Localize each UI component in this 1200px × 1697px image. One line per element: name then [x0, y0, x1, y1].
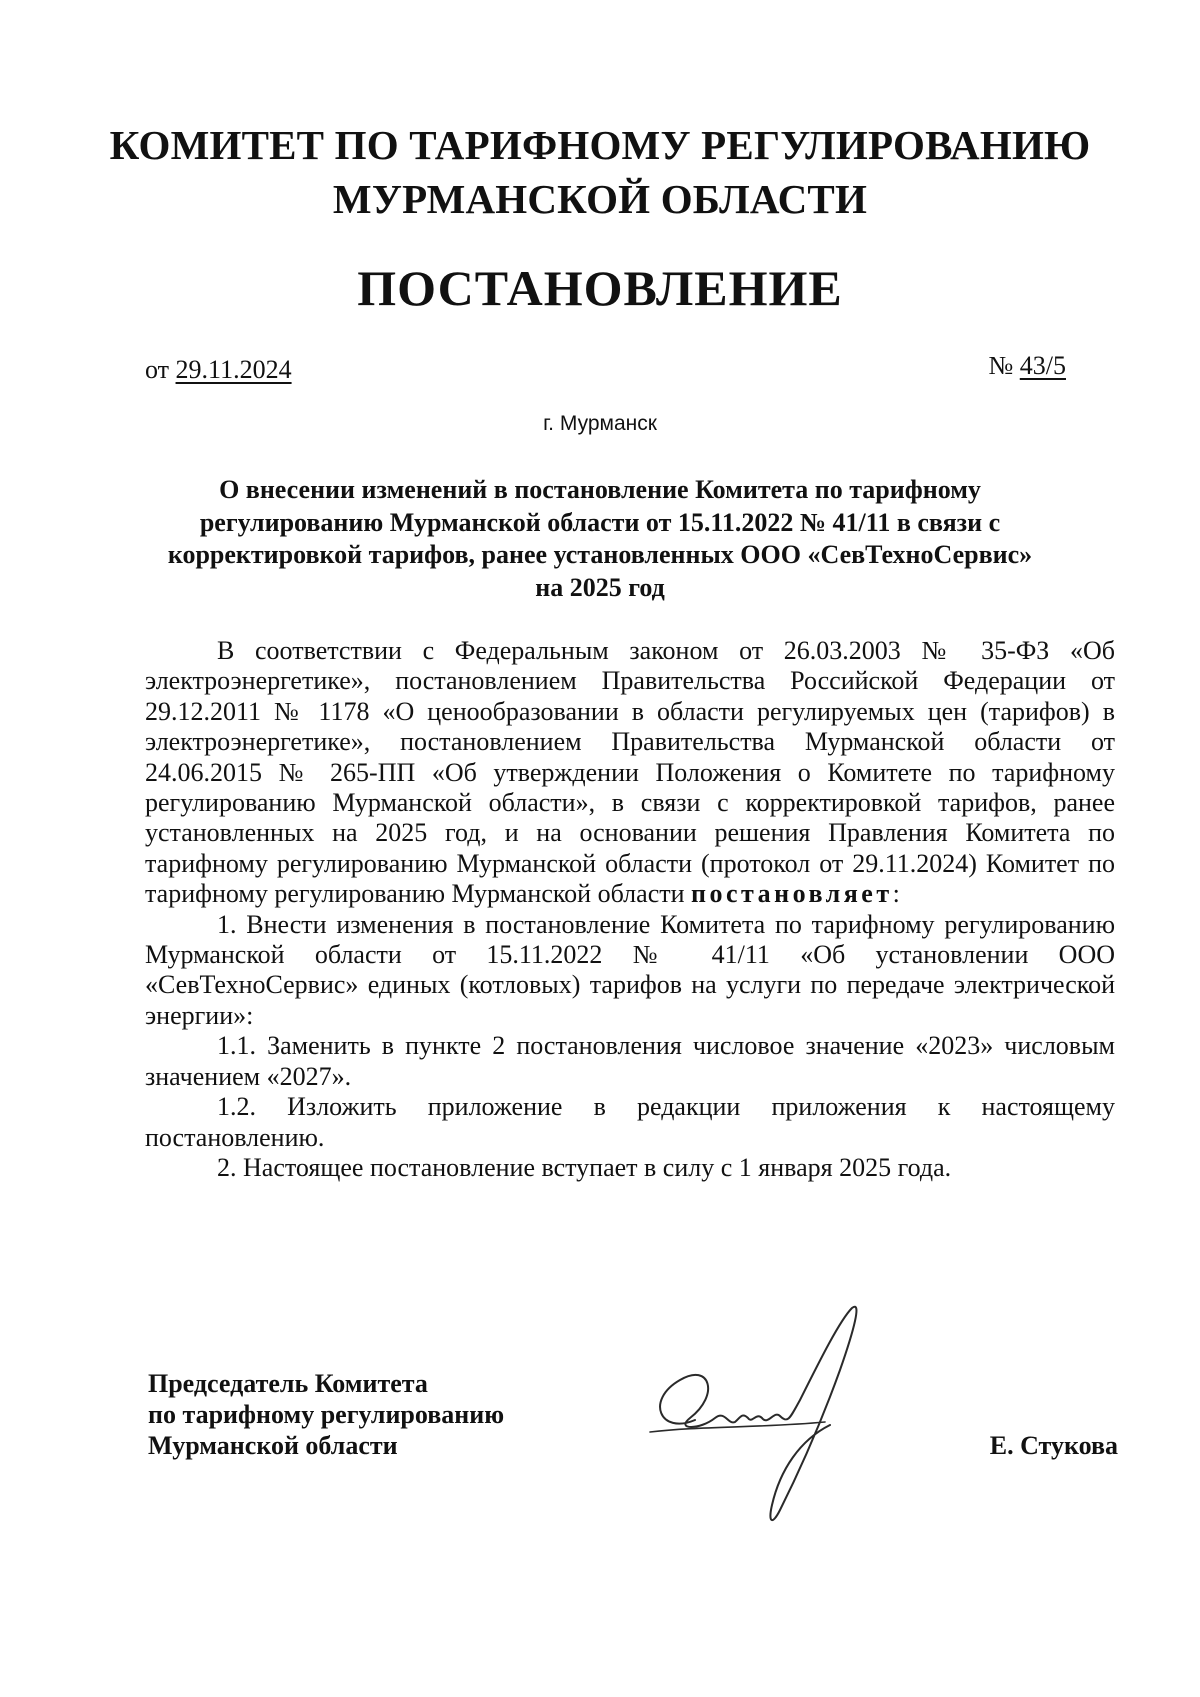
preamble-text: В соответствии с Федеральным законом от 26.03.2003 № 35-ФЗ «Об электроэнергетике», постановлением Правительства Российской Федерации от 29.12.2011 № 1178 «О ценообразовании в области регулируемых цен (тарифов) в электроэнергетике», постановлением Правительства Мурманской области от 24.06.2015 № 265-ПП «Об утверждении Положения о Комитете по тарифному регулированию Мурманской области», в связи с корректировкой тарифов, ранее установленных на 2025 год, и на основании решения Правления Комитета по тарифному регулированию Мурманской области (протокол от 29.11.2024) Комитет по тарифному регулированию Мурманской области [145, 636, 1115, 909]
document-type-title: ПОСТАНОВЛЕНИЕ [357, 260, 843, 316]
item-2: 2. Настоящее постановление вступает в силу с 1 января 2025 года. [217, 1152, 952, 1182]
subject-line-2: регулированию Мурманской области от 15.11.2022 № 41/11 в связи с [199, 507, 1001, 537]
signatory-name: Е. Стукова [989, 1431, 1118, 1460]
subject-line-3: корректировкой тарифов, ранее установленных ООО «СевТехноСервис» [167, 540, 1033, 569]
number-value: 43/5 [1019, 351, 1066, 380]
org-name-line-1: КОМИТЕТ ПО ТАРИФНОМУ РЕГУЛИРОВАНИЮ [109, 122, 1091, 168]
date-value: 29.11.2024 [175, 355, 292, 384]
date-prefix: от [145, 355, 176, 384]
signatory-title-line-1: Председатель Комитета [148, 1369, 428, 1398]
signatory-title-line-2: по тарифному регулированию [148, 1400, 505, 1429]
subject-line-1: О внесении изменений в постановление Комитета по тарифному [219, 475, 981, 504]
item-1: 1. Внести изменения в постановление Комитета по тарифному регулированию Мурманской области от 15.11.2022 № 41/11 «Об установлении ООО «СевТехноСервис» единых (котловых) тарифов на услуги по передаче электрической энергии»: [145, 909, 1115, 1030]
preamble-paragraph [145, 636, 1115, 910]
handwritten-signature [640, 1300, 880, 1530]
decree-colon: : [892, 879, 900, 909]
item-1-1: 1.1. Заменить в пункте 2 постановления числовое значение «2023» числовым значением «2027». [145, 1031, 1115, 1091]
number-prefix: № [988, 351, 1020, 380]
org-name-line-2: МУРМАНСКОЙ ОБЛАСТИ [332, 176, 868, 222]
signatory-title [148, 1368, 504, 1461]
document-subject [150, 474, 1050, 604]
decree-word: постановляет [691, 879, 893, 909]
document-number [988, 350, 1066, 382]
item-1-2: 1.2. Изложить приложение в редакции приложения к настоящему постановлению. [145, 1092, 1115, 1152]
organization-header [100, 118, 1100, 226]
signatory-title-line-3: Мурманской области [148, 1431, 398, 1460]
document-body [145, 636, 1115, 1183]
document-date [145, 354, 292, 386]
subject-line-4: на 2025 год [535, 572, 665, 602]
city-label: г. Мурманск [543, 412, 657, 435]
